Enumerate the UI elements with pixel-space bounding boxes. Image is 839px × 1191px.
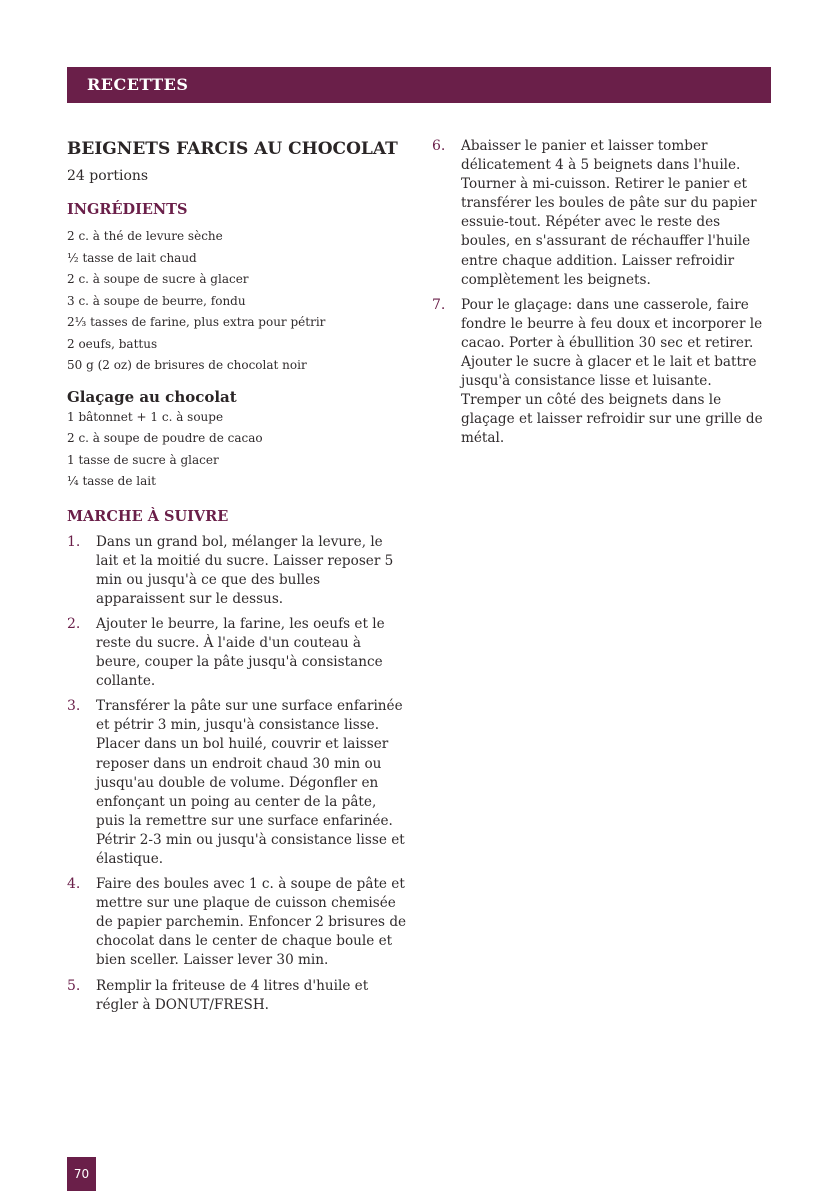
step-number: 6. (432, 138, 446, 154)
ingredients-heading: INGRÉDIENTS (67, 201, 188, 218)
step-text: Remplir la friteuse de 4 litres d'huile et régler à DONUT/FRESH. (96, 977, 369, 1013)
ingredient-item: 50 g (2 oz) de brisures de chocolat noir (67, 358, 307, 372)
ingredient-item: 3 c. à soupe de beurre, fondu (67, 293, 246, 308)
step-number: 5. (67, 977, 81, 994)
step-number: 2. (67, 615, 81, 632)
page-number-box (67, 1157, 96, 1191)
method-step (67, 875, 409, 970)
step-text: Transférer la pâte sur une surface enfarinée et pétrir 3 min, jusqu'à consistance lisse. Placer dans un bol huilé, couvrir et laisser reposer dans un endroit chaud 30 min ou jusqu'au double de volume. Dégonfler en enfonçant un poing au center de la pâte, puis la remettre sur une surface enfarinée. Pétrir 2-3 min ou jusqu'à consistance lisse et élastique. (96, 698, 405, 867)
ingredient-item: 2 c. à thé de levure sèche (67, 229, 223, 243)
glaze-item: ¼ tasse de lait (67, 474, 156, 488)
step-text: Ajouter le beurre, la farine, les oeufs et le reste du sucre. À l'aide d'un couteau à beure, couper la pâte jusqu'à consistance collante. (96, 615, 385, 690)
left-column (67, 138, 409, 1021)
glaze-item: 2 c. à soupe de poudre de cacao (67, 431, 263, 445)
recipe-title: BEIGNETS FARCIS AU CHOCOLAT (67, 139, 398, 159)
glaze-heading: Glaçage au chocolat (67, 387, 237, 406)
step-number: 4. (67, 876, 81, 893)
step-text: Pour le glaçage: dans une casserole, faire fondre le beurre à feu doux et incorporer le cacao. Porter à ébullition 30 sec et retirer. Ajouter le sucre à glacer et le lait et battre jusqu'à consistance lisse et luisante. Tremper un côté des beignets dans le glaçage et laisser refroidir sur une grille de métal. (461, 296, 763, 447)
step-text: Abaisser le panier et laisser tomber délicatement 4 à 5 beignets dans l'huile. Tourner à mi-cuisson. Retirer le panier et transférer les boules de pâte sur du papier essuie-tout. Répéter avec le reste des boules, en s'assurant de réchauffer l'huile entre chaque addition. Laisser refroidir complètement les beignets. (461, 138, 757, 288)
ingredients-list (67, 226, 409, 377)
step-number: 7. (432, 296, 446, 313)
method-step (67, 533, 409, 609)
method-step (67, 697, 409, 869)
ingredient-item: 2 c. à soupe de sucre à glacer (67, 272, 249, 286)
step-text: Faire des boules avec 1 c. à soupe de pâte et mettre sur une plaque de cuisson chemisée de papier parchemin. Enfoncer 2 brisures de chocolat dans le center de chaque boule et bien sceller. Laisser lever 30 min. (96, 876, 407, 969)
glaze-item: 1 tasse de sucre à glacer (67, 452, 219, 467)
step-number: 1. (67, 533, 81, 550)
right-column (432, 137, 772, 455)
method-steps-right (432, 137, 772, 449)
method-heading: MARCHE À SUIVRE (67, 507, 229, 525)
method-step (432, 137, 772, 290)
glaze-ingredients-list (67, 407, 409, 493)
recipe-portions: 24 portions (67, 168, 149, 184)
section-title: RECETTES (87, 75, 189, 94)
step-number: 3. (67, 698, 81, 715)
method-step (67, 977, 409, 1015)
ingredient-item: 2⅓ tasses de farine, plus extra pour pétrir (67, 315, 326, 329)
step-text: Dans un grand bol, mélanger la levure, le lait et la moitié du sucre. Laisser reposer 5 min ou jusqu'à ce que des bulles apparaissent sur le dessus. (96, 533, 394, 607)
page-number: 70 (73, 1167, 90, 1181)
ingredient-item: ½ tasse de lait chaud (67, 250, 197, 265)
section-banner (67, 67, 771, 103)
method-steps-left (67, 533, 409, 1015)
ingredient-item: 2 oeufs, battus (67, 336, 158, 351)
glaze-item: 1 bâtonnet + 1 c. à soupe (67, 409, 224, 424)
method-step (432, 296, 772, 449)
method-step (67, 615, 409, 691)
